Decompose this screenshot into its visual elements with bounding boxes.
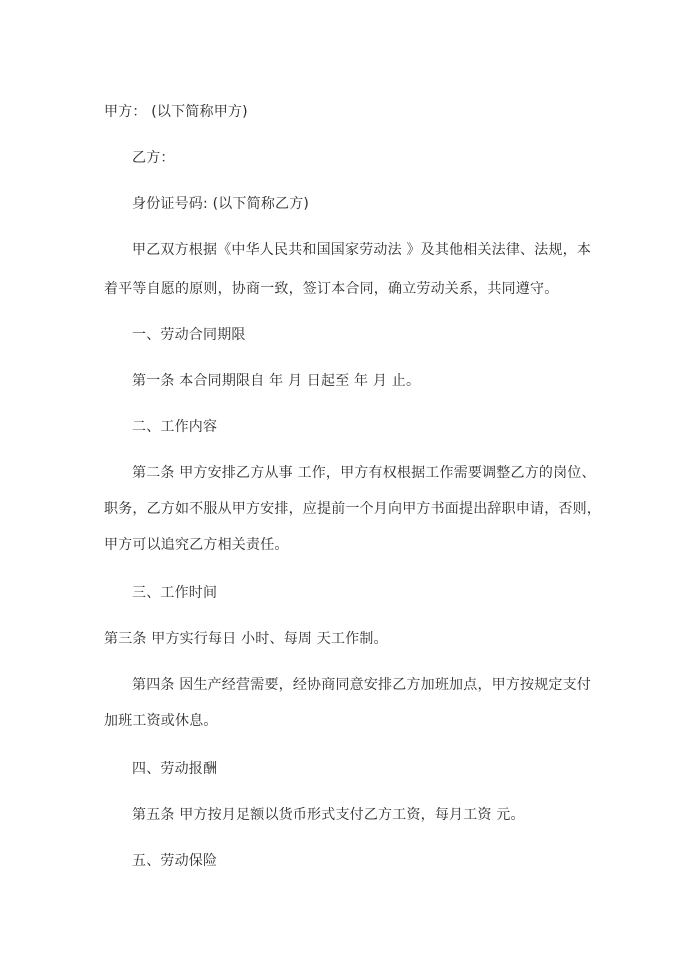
preamble-line-2: 着平等自愿的原则，协商一致，签订本合同，确立劳动关系，共同遵守。 (104, 281, 559, 297)
article-5: 第五条 甲方按月足额以货币形式支付乙方工资，每月工资 元。 (132, 807, 525, 823)
id-number-line: 身份证号码: (以下简称乙方) (132, 196, 310, 212)
article-4-line-2: 加班工资或休息。 (104, 713, 218, 729)
article-2-line-3: 甲方可以追究乙方相关责任。 (104, 537, 289, 553)
article-3: 第三条 甲方实行每日 小时、每周 天工作制。 (104, 631, 388, 647)
preamble-line-1: 甲乙双方根据《中华人民共和国国家劳动法 》及其他相关法律、法规，本 (132, 242, 592, 258)
article-2-line-1: 第二条 甲方安排乙方从事 工作，甲方有权根据工作需要调整乙方的岗位、 (132, 465, 596, 481)
section-heading-3: 三、工作时间 (132, 585, 218, 601)
party-b-line: 乙方： (132, 150, 175, 166)
article-1: 第一条 本合同期限自 年 月 日起至 年 月 止。 (132, 373, 421, 389)
article-2-line-2: 职务，乙方如不服从甲方安排，应提前一个月向甲方书面提出辞职申请，否则， (104, 501, 601, 517)
section-heading-4: 四、劳动报酬 (132, 761, 218, 777)
article-4-line-1: 第四条 因生产经营需要，经协商同意安排乙方加班加点，甲方按规定支付 (132, 677, 592, 693)
party-a-line: 甲方： (以下简称甲方) (104, 104, 248, 120)
section-heading-1: 一、劳动合同期限 (132, 327, 246, 343)
section-heading-2: 二、工作内容 (132, 419, 218, 435)
section-heading-5: 五、劳动保险 (132, 853, 218, 869)
